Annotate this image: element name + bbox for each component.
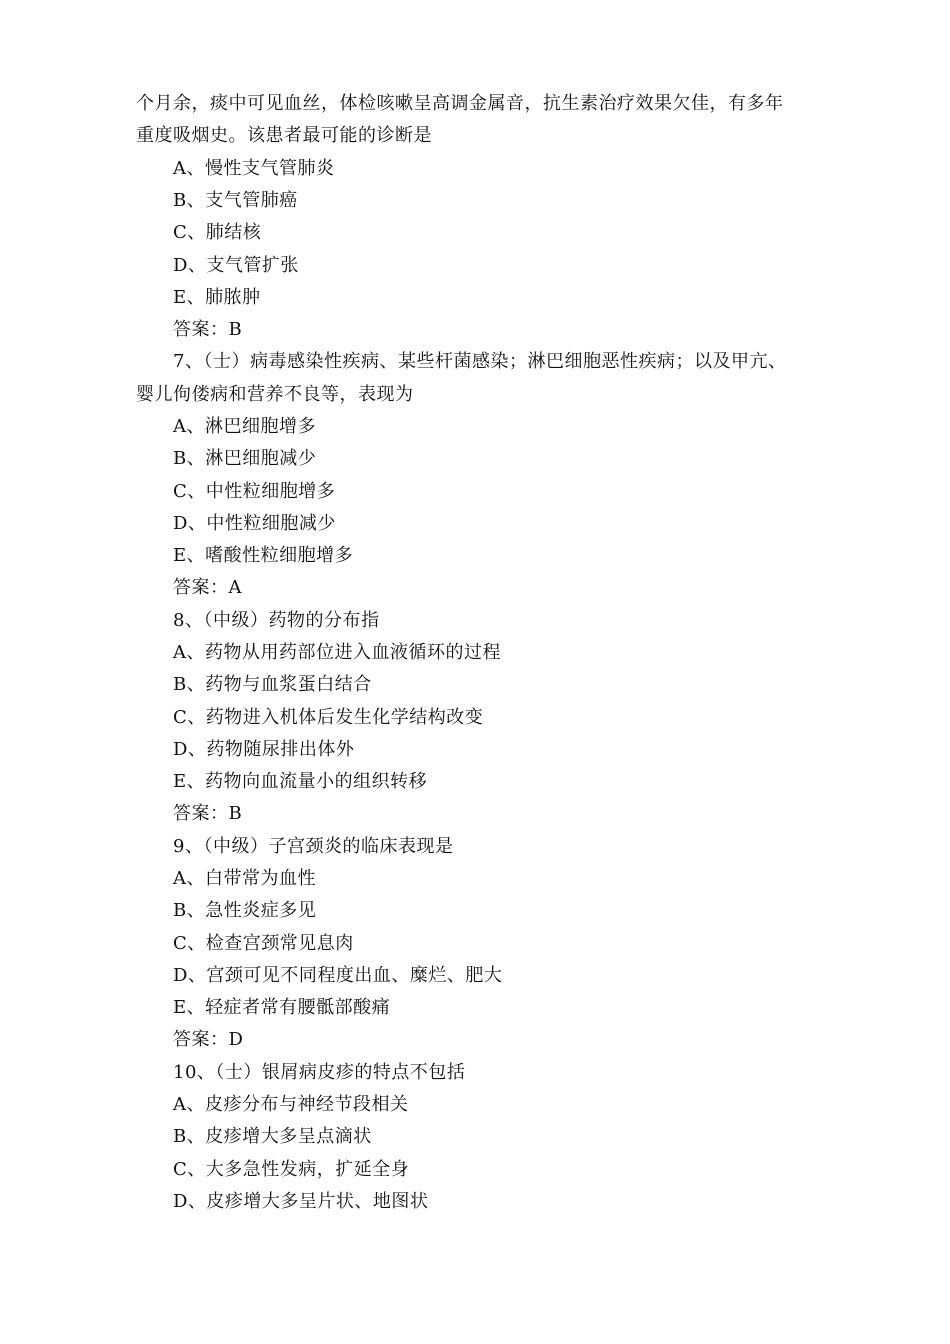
question-10-option-d: D、皮疹增大多呈片状、地图状 bbox=[173, 1191, 429, 1212]
question-6-option-d: D、支气管扩张 bbox=[173, 255, 299, 276]
question-9-option-c: C、检查宫颈常见息肉 bbox=[173, 933, 354, 954]
question-7-stem-line-1: 7、（士）病毒感染性疾病、某些杆菌感染；淋巴细胞恶性疾病；以及甲亢、 bbox=[173, 351, 787, 372]
question-7-option-b: B、淋巴细胞减少 bbox=[173, 448, 317, 469]
question-6-answer: 答案：B bbox=[173, 319, 243, 340]
question-8-option-e: E、药物向血流量小的组织转移 bbox=[173, 771, 428, 792]
question-8-option-c: C、药物进入机体后发生化学结构改变 bbox=[173, 707, 484, 728]
question-7-option-e: E、嗜酸性粒细胞增多 bbox=[173, 545, 354, 566]
question-7-answer: 答案：A bbox=[173, 577, 242, 598]
question-10-option-a: A、皮疹分布与神经节段相关 bbox=[173, 1094, 409, 1115]
question-7-option-a: A、淋巴细胞增多 bbox=[173, 416, 316, 437]
question-6-option-e: E、肺脓肿 bbox=[173, 287, 261, 308]
question-9-option-a: A、白带常为血性 bbox=[173, 868, 316, 889]
question-9-option-e: E、轻症者常有腰骶部酸痛 bbox=[173, 997, 391, 1018]
question-9-stem: 9、（中级）子宫颈炎的临床表现是 bbox=[173, 836, 454, 857]
question-9-answer: 答案：D bbox=[173, 1029, 244, 1050]
question-6-stem-line-2: 重度吸烟史。该患者最可能的诊断是 bbox=[136, 125, 432, 146]
question-6-stem-line-1: 个月余，痰中可见血丝，体检咳嗽呈高调金属音，抗生素治疗效果欠佳，有多年 bbox=[136, 93, 784, 114]
question-8-option-a: A、药物从用药部位进入血液循环的过程 bbox=[173, 642, 501, 663]
question-8-stem: 8、（中级）药物的分布指 bbox=[173, 610, 380, 631]
question-7-stem-line-2: 婴儿佝偻病和营养不良等，表现为 bbox=[136, 384, 414, 405]
question-8-option-d: D、药物随尿排出体外 bbox=[173, 739, 355, 760]
question-10-option-c: C、大多急性发病，扩延全身 bbox=[173, 1159, 410, 1180]
question-10-option-b: B、皮疹增大多呈点滴状 bbox=[173, 1126, 372, 1147]
question-8-answer: 答案：B bbox=[173, 803, 243, 824]
question-10-stem: 10、（士）银屑病皮疹的特点不包括 bbox=[173, 1062, 466, 1083]
question-8-option-b: B、药物与血浆蛋白结合 bbox=[173, 674, 372, 695]
question-9-option-d: D、宫颈可见不同程度出血、糜烂、肥大 bbox=[173, 965, 503, 986]
question-7-option-c: C、中性粒细胞增多 bbox=[173, 481, 336, 502]
question-6-option-a: A、慢性支气管肺炎 bbox=[173, 158, 335, 179]
question-9-option-b: B、急性炎症多见 bbox=[173, 900, 317, 921]
question-6-option-b: B、支气管肺癌 bbox=[173, 190, 298, 211]
question-7-option-d: D、中性粒细胞减少 bbox=[173, 513, 336, 534]
question-6-option-c: C、肺结核 bbox=[173, 222, 262, 243]
